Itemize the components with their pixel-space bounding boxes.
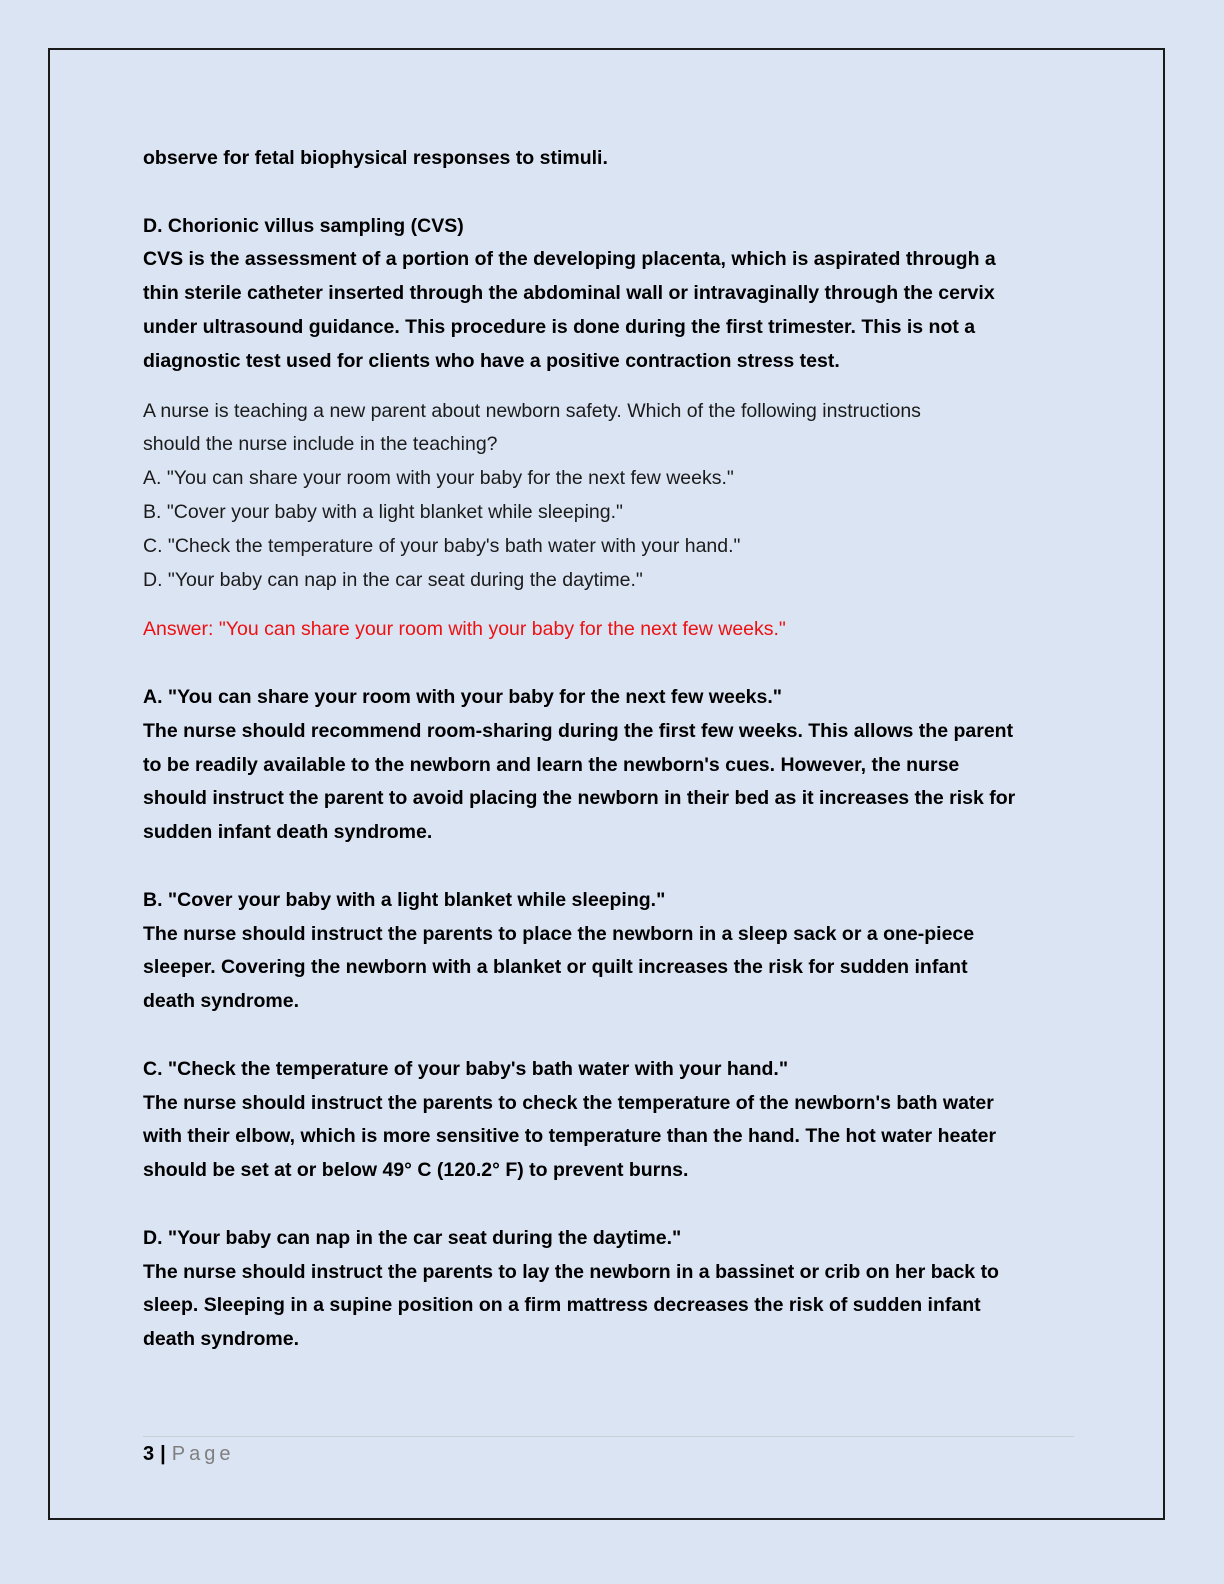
rationale-line: death syndrome. bbox=[143, 990, 300, 1013]
page-number: 3 bbox=[143, 1443, 155, 1465]
rationale-c bbox=[143, 1053, 1083, 1188]
question-option-d: D. "Your baby can nap in the car seat during the daytime." bbox=[143, 568, 643, 591]
cvs-line: CVS is the assessment of a portion of the developing placenta, which is aspirated through a bbox=[143, 248, 996, 271]
rationale-b bbox=[143, 884, 1083, 1019]
spacer bbox=[143, 647, 1083, 681]
spacer bbox=[143, 597, 1083, 613]
rationale-heading: D. "Your baby can nap in the car seat during the daytime." bbox=[143, 1226, 682, 1249]
page-content bbox=[143, 142, 1083, 1357]
rationale-line: The nurse should instruct the parents to lay the newborn in a bassinet or crib on her back to bbox=[143, 1260, 999, 1283]
rationale-line: sleeper. Covering the newborn with a blanket or quilt increases the risk for sudden infant bbox=[143, 956, 968, 979]
spacer bbox=[143, 1188, 1083, 1222]
answer-line: Answer: "You can share your room with your baby for the next few weeks." bbox=[143, 618, 786, 641]
question-block bbox=[143, 395, 1083, 598]
page-label: Page bbox=[171, 1443, 235, 1465]
question-option-a: A. "You can share your room with your baby for the next few weeks." bbox=[143, 467, 734, 490]
spacer bbox=[143, 1019, 1083, 1053]
question-option-c: C. "Check the temperature of your baby's bath water with your hand." bbox=[143, 534, 741, 557]
cvs-line: under ultrasound guidance. This procedure is done during the first trimester. This is not a bbox=[143, 315, 976, 338]
rationale-heading: A. "You can share your room with your baby for the next few weeks." bbox=[143, 685, 783, 708]
rationale-line: sudden infant death syndrome. bbox=[143, 821, 433, 844]
question-stem: A nurse is teaching a new parent about newborn safety. Which of the following instructions bbox=[143, 399, 921, 422]
footer-divider bbox=[143, 1436, 1074, 1437]
rationale-line: The nurse should instruct the parents to check the temperature of the newborn's bath water bbox=[143, 1091, 994, 1114]
spacer bbox=[143, 379, 1083, 395]
cvs-line: thin sterile catheter inserted through the abdominal wall or intravaginally through the cervix bbox=[143, 282, 995, 305]
spacer bbox=[143, 850, 1083, 884]
rationale-d bbox=[143, 1222, 1083, 1357]
page-footer bbox=[143, 1440, 234, 1468]
question-stem: should the nurse include in the teaching? bbox=[143, 433, 498, 456]
rationale-a bbox=[143, 681, 1083, 850]
cvs-heading: D. Chorionic villus sampling (CVS) bbox=[143, 214, 464, 237]
rationale-line: with their elbow, which is more sensitive to temperature than the hand. The hot water heater bbox=[143, 1125, 997, 1148]
rationale-line: should instruct the parent to avoid placing the newborn in their bed as it increases the risk for bbox=[143, 787, 1016, 810]
rationale-line: death syndrome. bbox=[143, 1328, 300, 1351]
spacer bbox=[143, 176, 1083, 210]
rationale-heading: C. "Check the temperature of your baby's bath water with your hand." bbox=[143, 1057, 789, 1080]
cvs-line: diagnostic test used for clients who have a positive contraction stress test. bbox=[143, 349, 840, 372]
rationale-line: should be set at or below 49° C (120.2° F) to prevent burns. bbox=[143, 1159, 689, 1182]
footer-separator: | bbox=[160, 1443, 166, 1465]
question-option-b: B. "Cover your baby with a light blanket while sleeping." bbox=[143, 500, 623, 523]
cvs-continuation: observe for fetal biophysical responses to stimuli. bbox=[143, 147, 608, 169]
rationale-heading: B. "Cover your baby with a light blanket while sleeping." bbox=[143, 888, 666, 911]
rationale-line: sleep. Sleeping in a supine position on a firm mattress decreases the risk of sudden infant bbox=[143, 1294, 981, 1317]
rationale-line: to be readily available to the newborn and learn the newborn's cues. However, the nurse bbox=[143, 753, 960, 776]
cvs-section bbox=[143, 210, 1083, 379]
rationale-line: The nurse should recommend room-sharing during the first few weeks. This allows the parent bbox=[143, 719, 1014, 742]
rationale-line: The nurse should instruct the parents to place the newborn in a sleep sack or a one-piece bbox=[143, 922, 975, 945]
